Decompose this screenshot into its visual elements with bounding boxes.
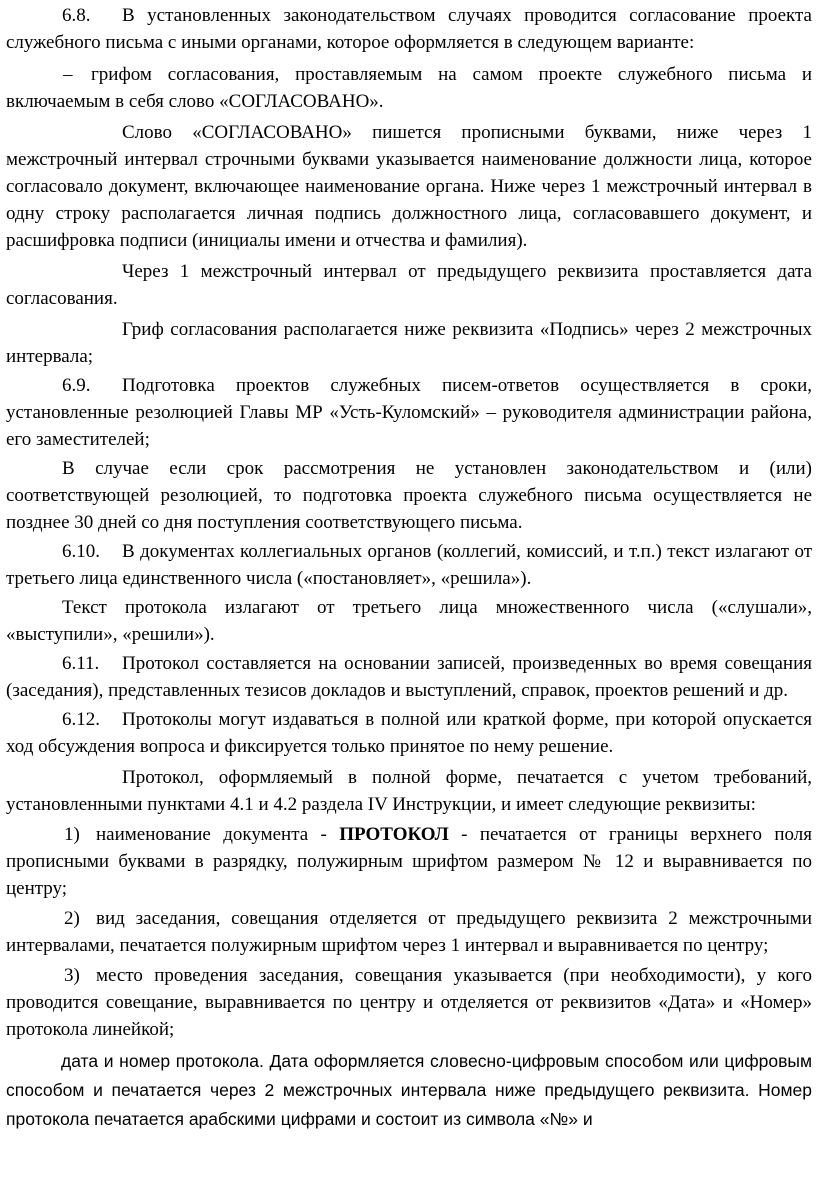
list-number: 1) xyxy=(64,824,80,845)
protocol-keyword: ПРОТОКОЛ xyxy=(339,824,449,845)
paragraph-text: В случае если срок рассмотрения не установлен законодательством и (или) соответствующей резолюцией, то подготовка проекта служебного письма осуществляется не позднее 30 дней со дня поступления соответствующего письма. xyxy=(6,458,812,533)
paragraph-6-11 xyxy=(6,650,812,704)
paragraph-text: грифом согласования, проставляемым на самом проекте служебного письма и включаемым в себя слово «СОГЛАСОВАНО». xyxy=(6,64,812,112)
list-item-3 xyxy=(6,962,812,1043)
clause-number: 6.12. xyxy=(62,709,100,730)
paragraph-text: В документах коллегиальных органов (коллегий, комиссий, и т.п.) текст излагают от третьего лица единственного числа («постановляет», «решила»). xyxy=(6,541,812,589)
paragraph-text: Протокол, оформляемый в полной форме, печатается с учетом требований, установленными пунктами 4.1 и 4.2 раздела IV Инструкции, и имеет следующие реквизиты: xyxy=(6,767,812,815)
paragraph-approval-format xyxy=(6,119,812,254)
list-item-1 xyxy=(6,821,812,902)
list-number: 2) xyxy=(64,908,80,929)
paragraph-date-number xyxy=(6,1047,812,1134)
list-item-2 xyxy=(6,905,812,959)
paragraph-full-form xyxy=(6,764,812,818)
paragraph-text: Текст протокола излагают от третьего лица множественного числа («слушали», «выступили», «решили»). xyxy=(6,597,812,645)
clause-number: 6.10. xyxy=(62,541,100,562)
paragraph-text: Протокол составляется на основании записей, произведенных во время совещания (заседания), представленных тезисов докладов и выступлений, справок, проектов решений и др. xyxy=(6,653,812,701)
paragraph-text: Через 1 межстрочный интервал от предыдущего реквизита проставляется дата согласования. xyxy=(6,261,812,309)
paragraph-text: Подготовка проектов служебных писем-ответов осуществляется в сроки, установленные резолюцией Главы МР «Усть-Куломский» – руководителя администрации района, его заместителей; xyxy=(6,375,812,450)
paragraph-text: Гриф согласования располагается ниже реквизита «Подпись» через 2 межстрочных интервала; xyxy=(6,319,812,367)
document-page xyxy=(6,0,812,1134)
paragraph-text: вид заседания, совещания отделяется от предыдущего реквизита 2 межстрочными интервалами, печатается полужирным шрифтом через 1 интервал и выравнивается по центру; xyxy=(6,908,812,956)
paragraph-text: Протоколы могут издаваться в полной или краткой форме, при которой опускается ход обсуждения вопроса и фиксируется только принятое по нему решение. xyxy=(6,709,812,757)
paragraph-approval-position xyxy=(6,316,812,370)
paragraph-text-pre: наименование документа - xyxy=(96,824,340,845)
list-number: 3) xyxy=(64,965,80,986)
paragraph-text: дата и номер протокола. Дата оформляется словесно-цифровым способом или цифровым способом и печатается через 2 межстрочных интервала ниже предыдущего реквизита. Номер протокола печатается арабскими цифрами и состоит из символа «№» и xyxy=(6,1051,812,1129)
paragraph-deadline xyxy=(6,455,812,536)
clause-number: 6.9. xyxy=(62,375,91,396)
paragraph-text-post: - печатается от границы верхнего поля прописными буквами в разрядку, полужирным шрифтом размером № 12 и выравнивается по центру; xyxy=(6,824,812,899)
paragraph-6-8 xyxy=(6,2,812,56)
clause-number: 6.11. xyxy=(62,653,100,674)
paragraph-approval-stamp xyxy=(6,61,812,115)
paragraph-approval-date xyxy=(6,258,812,312)
paragraph-text: Слово «СОГЛАСОВАНО» пишется прописными буквами, ниже через 1 межстрочный интервал строчными буквами указывается наименование должности лица, которое согласовало документ, включающее наименование органа. Ниже через 1 межстрочный интервал в одну строку располагается личная подпись должностного лица, согласовавшего документ, и расшифровка подписи (инициалы имени и отчества и фамилия). xyxy=(6,122,812,251)
list-dash: – xyxy=(63,64,73,85)
paragraph-text: место проведения заседания, совещания указывается (при необходимости), у кого проводится совещание, выравнивается по центру и отделяется от реквизитов «Дата» и «Номер» протокола линейкой; xyxy=(6,965,812,1040)
paragraph-6-10 xyxy=(6,538,812,592)
clause-number: 6.8. xyxy=(62,5,91,26)
paragraph-text: В установленных законодательством случаях проводится согласование проекта служебного письма с иными органами, которое оформляется в следующем варианте: xyxy=(6,5,812,53)
paragraph-6-9 xyxy=(6,372,812,453)
paragraph-protocol-text xyxy=(6,594,812,648)
paragraph-6-12 xyxy=(6,706,812,760)
